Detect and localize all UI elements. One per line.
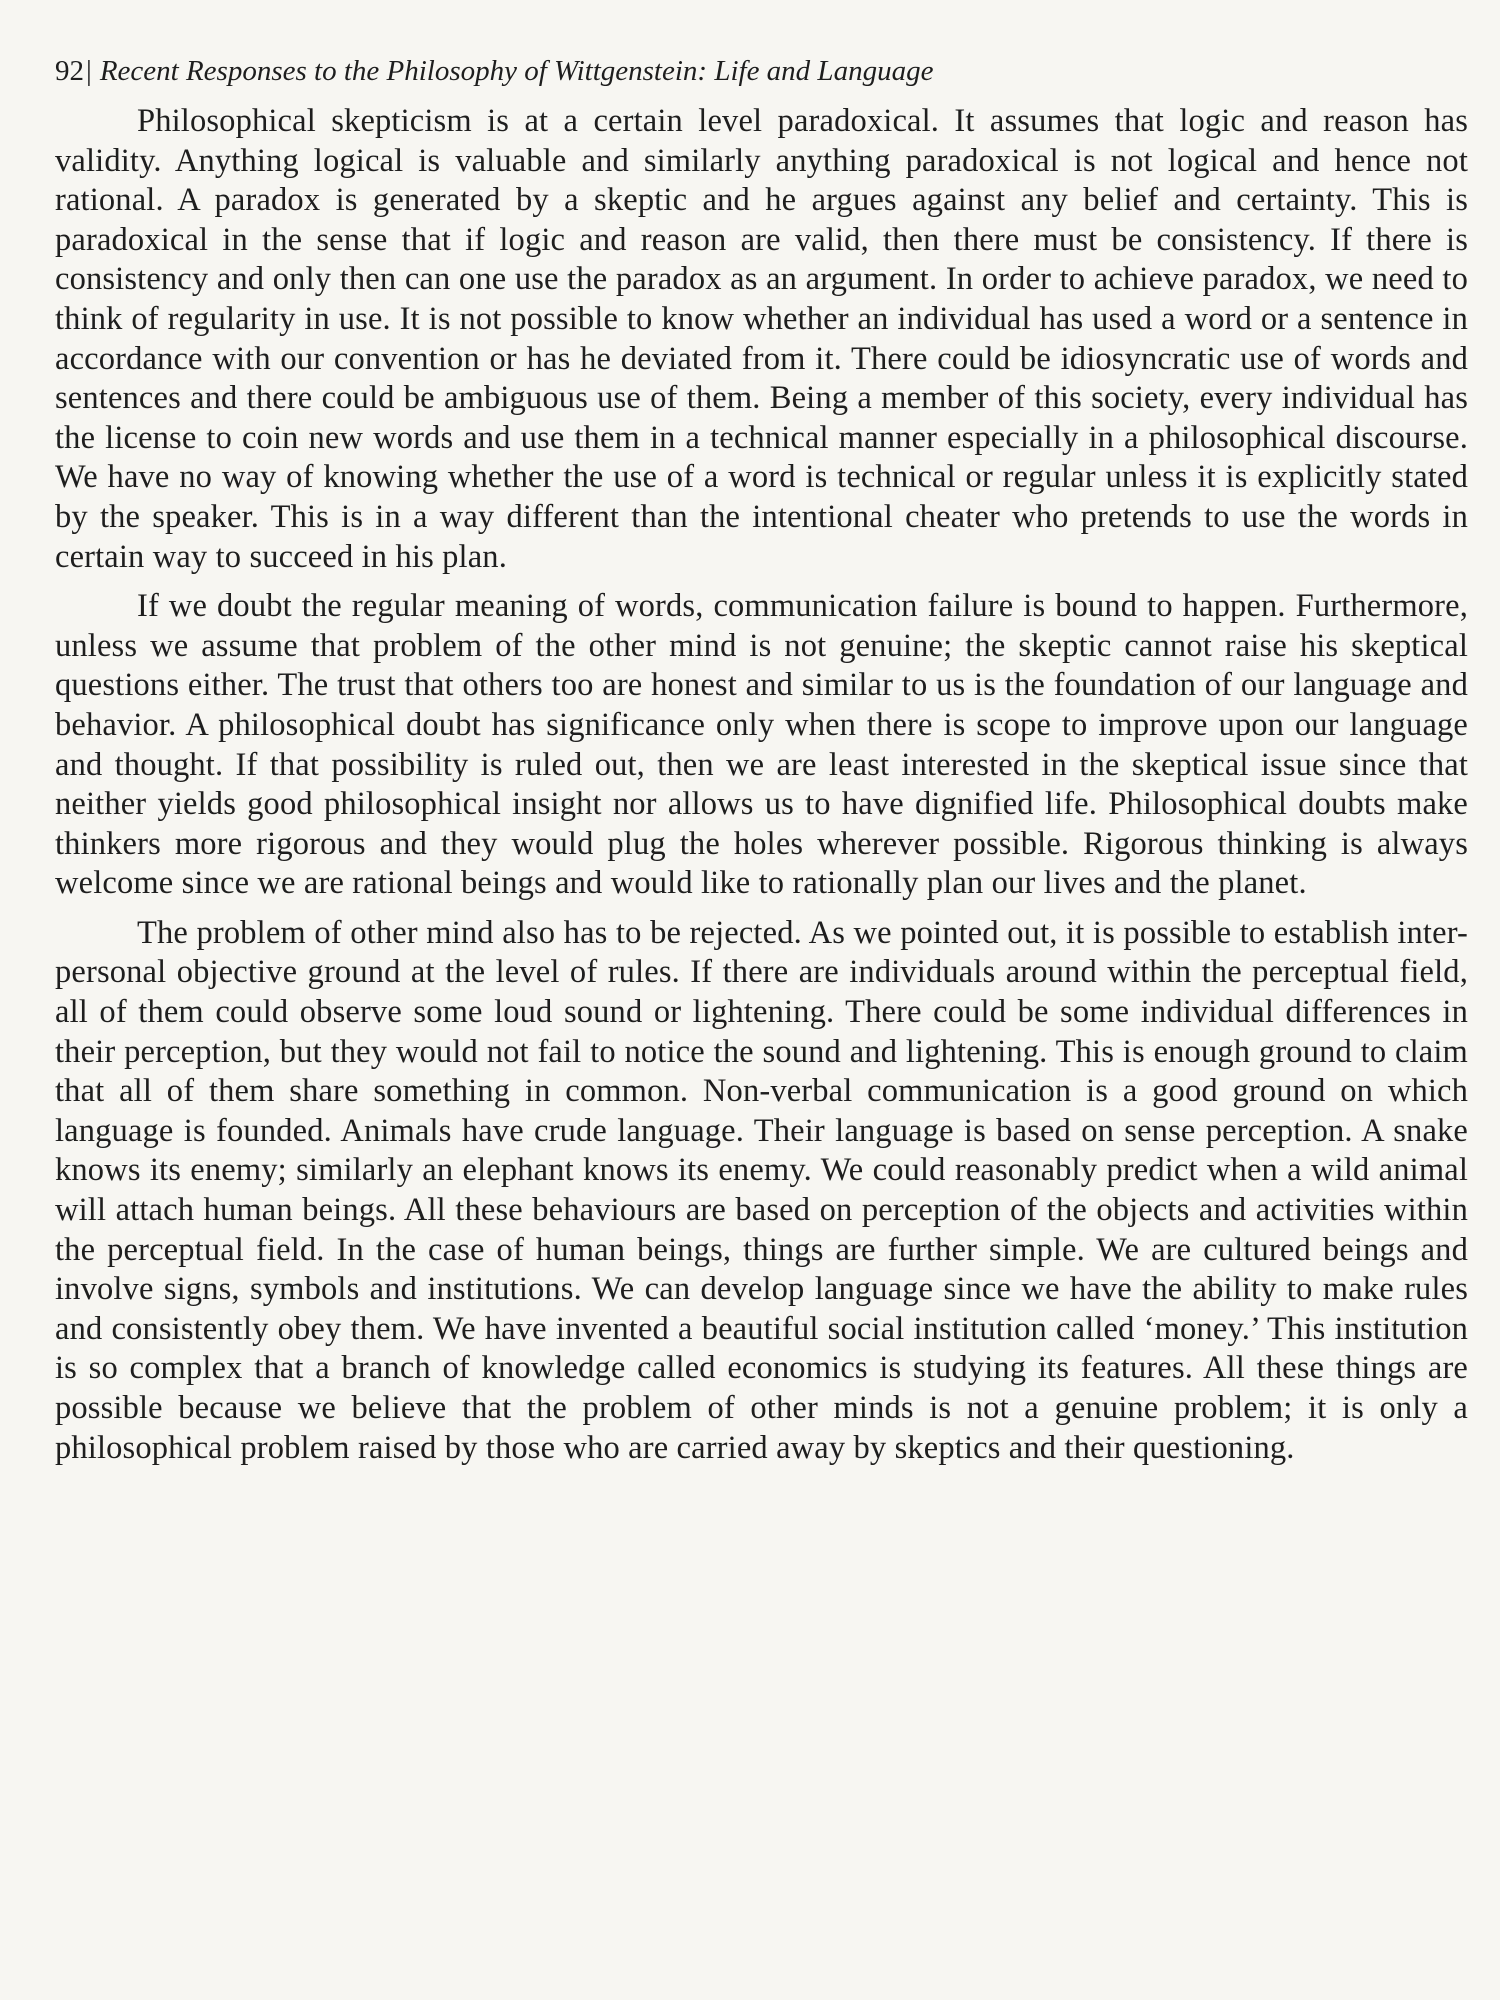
running-header xyxy=(55,52,1468,90)
page-body xyxy=(55,102,1468,1468)
header-separator: | xyxy=(86,55,92,87)
paragraph-1: Philosophical skepticism is at a certain level paradoxical. It assumes that logic and reason has validity. Anything logical is valuable and similarly anything paradoxical is not logical and hence not rational. A paradox is generated by a skeptic and he argues against any belief and certainty. This is paradoxical in the sense that if logic and reason are valid, then there must be consistency. If there is consistency and only then can one use the paradox as an argument. In order to achieve paradox, we need to think of regularity in use. It is not possible to know whether an individual has used a word or a sentence in accordance with our convention or has he deviated from it. There could be idiosyncratic use of words and sentences and there could be ambiguous use of them. Being a member of this society, every individual has the license to coin new words and use them in a technical manner especially in a philosophical discourse. We have no way of knowing whether the use of a word is technical or regular unless it is explicitly stated by the speaker. This is in a way different than the intentional cheater who pretends to use the words in certain way to succeed in his plan. xyxy=(55,103,1468,575)
book-title: Recent Responses to the Philosophy of Wittgenstein: Life and Language xyxy=(99,55,934,87)
paragraph-3: The problem of other mind also has to be rejected. As we pointed out, it is possible to establish inter-personal objective ground at the level of rules. If there are individuals around within the perceptual field, all of them could observe some loud sound or lightening. There could be some individual differences in their perception, but they would not fail to notice the sound and lightening. This is enough ground to claim that all of them share something in common. Non-verbal communication is a good ground on which language is founded. Animals have crude language. Their language is based on sense perception. A snake knows its enemy; similarly an elephant knows its enemy. We could reasonably predict when a wild animal will attach human beings. All these behaviours are based on perception of the objects and activities within the perceptual field. In the case of human beings, things are further simple. We are cultured beings and involve signs, symbols and institutions. We can develop language since we have the ability to make rules and consistently obey them. We have invented a beautiful social institution called ‘money.’ This institution is so complex that a branch of knowledge called economics is studying its features. All these things are possible because we believe that the problem of other minds is not a genuine problem; it is only a philosophical problem raised by those who are carried away by skeptics and their questioning. xyxy=(55,914,1468,1466)
page-number: 92 xyxy=(55,55,84,87)
paragraph-2: If we doubt the regular meaning of words, communication failure is bound to happen. Furthermore, unless we assume that problem of the other mind is not genuine; the skeptic cannot raise his skeptical questions either. The trust that others too are honest and similar to us is the foundation of our language and behavior. A philosophical doubt has significance only when there is scope to improve upon our language and thought. If that possibility is ruled out, then we are least interested in the skeptical issue since that neither yields good philosophical insight nor allows us to have dignified life. Philosophical doubts make thinkers more rigorous and they would plug the holes wherever possible. Rigorous thinking is always welcome since we are rational beings and would like to rationally plan our lives and the planet. xyxy=(55,588,1468,902)
